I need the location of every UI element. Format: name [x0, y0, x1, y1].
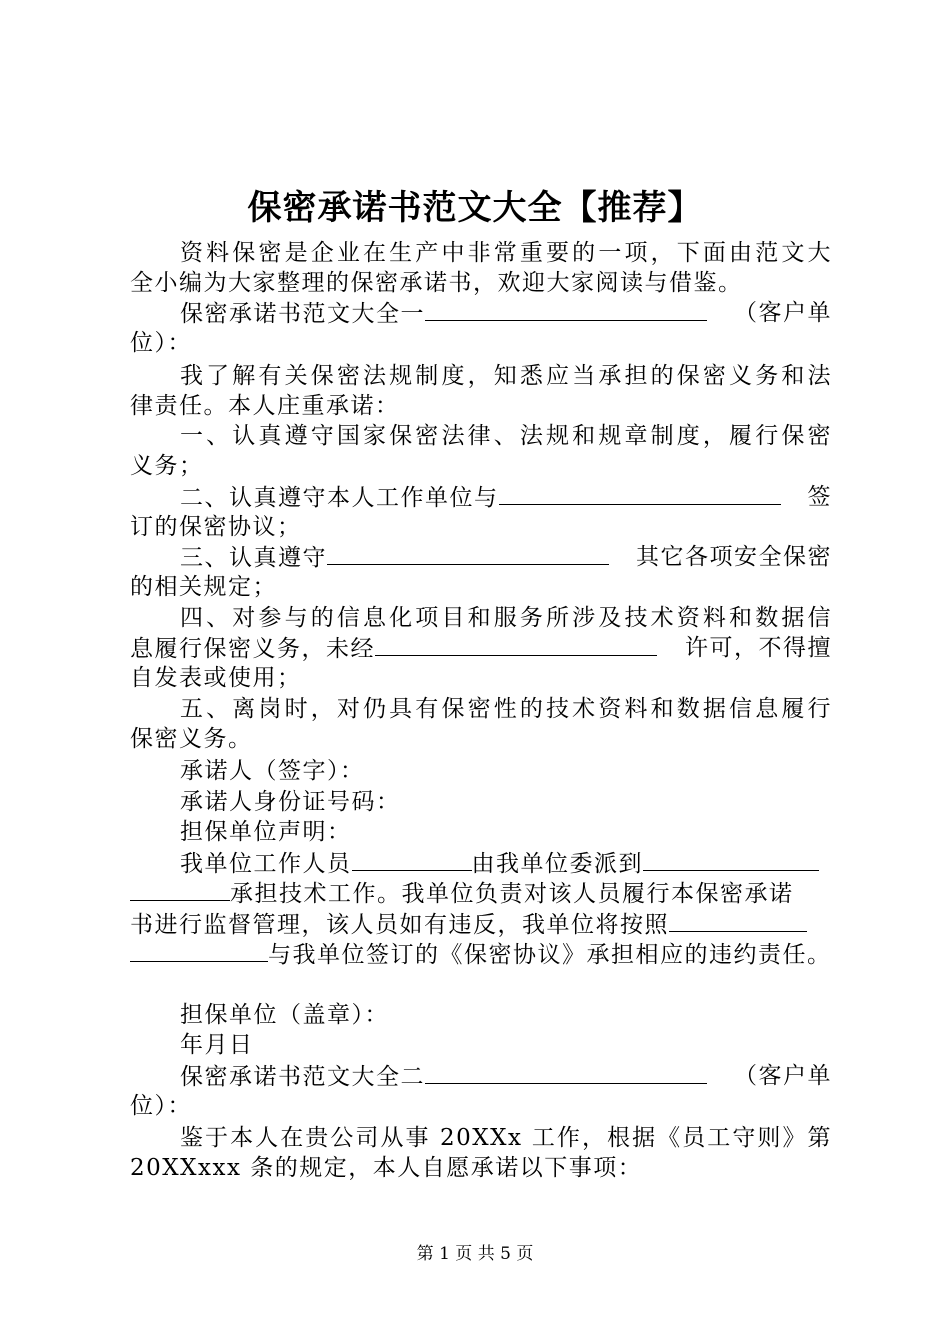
promiser-signature: 承诺人（签字）：	[180, 758, 365, 784]
blank-line	[375, 633, 657, 656]
blank-line	[130, 939, 268, 962]
item1-line-1: 一、认真遵守国家保密法律、法规和规章制度，履行保密	[180, 423, 832, 449]
guarantee-text-c: 承担技术工作。我单位负责对该人员履行本保密承诺	[230, 881, 794, 907]
intro-line-2: 全小编为大家整理的保密承诺书，欢迎大家阅读与借鉴。	[130, 270, 743, 296]
item2-text: 二、认真遵守本人工作单位与	[180, 485, 499, 511]
item2-suffix: 签	[807, 484, 832, 510]
guarantee-text-d: 书进行监督管理，该人员如有违反，我单位将按照	[130, 912, 669, 938]
blank-line	[352, 848, 472, 871]
section1-heading-text: 保密承诺书范文大全一	[180, 301, 425, 327]
section2-line-1: 鉴于本人在贵公司从事 20XXx 工作，根据《员工守则》第	[180, 1125, 832, 1151]
item4-suffix: 许可，不得擅	[685, 635, 832, 661]
guarantee-line-4	[130, 939, 850, 970]
blank-line	[327, 542, 609, 565]
section1-heading	[180, 298, 832, 329]
item3-line-2: 的相关规定；	[130, 574, 277, 600]
section2-heading	[180, 1061, 832, 1092]
guarantee-heading: 担保单位声明：	[180, 819, 352, 845]
section1-heading-suffix: （客户单	[734, 300, 832, 326]
promise-line-2: 律责任。本人庄重承诺：	[130, 393, 400, 419]
guarantee-text-a: 我单位工作人员	[180, 851, 352, 877]
blank-line	[425, 298, 707, 321]
item3-text: 三、认真遵守	[180, 545, 327, 571]
document-title: 保密承诺书范文大全【推荐】	[247, 188, 703, 228]
item2-line-2: 订的保密协议；	[130, 514, 302, 540]
item4-text: 息履行保密义务，未经	[130, 636, 375, 662]
guarantor-seal: 担保单位（盖章）：	[180, 1002, 389, 1028]
blank-line	[643, 848, 819, 871]
blank-line	[669, 909, 807, 932]
date-line: 年月日	[180, 1032, 254, 1058]
page-footer: 第 1 页 共 5 页	[416, 1244, 534, 1264]
item3-line-1	[180, 542, 832, 573]
section1-heading-cont: 位）：	[130, 330, 192, 356]
section2-line-2: 20XXxxx 条的规定，本人自愿承诺以下事项：	[130, 1155, 643, 1181]
guarantee-text-e: 与我单位签订的《保密协议》承担相应的违约责任。	[268, 942, 832, 968]
item2-line-1	[180, 482, 832, 513]
item1-line-2: 义务；	[130, 453, 204, 479]
promise-line-1: 我了解有关保密法规制度，知悉应当承担的保密义务和法	[180, 363, 832, 389]
guarantee-line-2	[130, 878, 832, 909]
promiser-id: 承诺人身份证号码：	[180, 789, 401, 815]
item4-line-3: 自发表或使用；	[130, 665, 302, 691]
intro-line-1: 资料保密是企业在生产中非常重要的一项，下面由范文大	[180, 240, 832, 266]
blank-line	[499, 482, 781, 505]
item5-line-2: 保密义务。	[130, 726, 253, 752]
section2-heading-text: 保密承诺书范文大全二	[180, 1064, 425, 1090]
guarantee-line-1	[180, 848, 832, 879]
item4-line-2	[130, 633, 832, 664]
guarantee-line-3	[130, 909, 832, 940]
guarantee-text-b: 由我单位委派到	[471, 851, 643, 877]
item4-line-1: 四、对参与的信息化项目和服务所涉及技术资料和数据信	[180, 605, 832, 631]
section2-heading-cont: 位）：	[130, 1093, 192, 1119]
blank-line	[130, 878, 230, 901]
item3-suffix: 其它各项安全保密	[636, 544, 832, 570]
item5-line-1: 五、离岗时，对仍具有保密性的技术资料和数据信息履行	[180, 696, 832, 722]
section2-heading-suffix: （客户单	[734, 1063, 832, 1089]
blank-line	[425, 1061, 707, 1084]
